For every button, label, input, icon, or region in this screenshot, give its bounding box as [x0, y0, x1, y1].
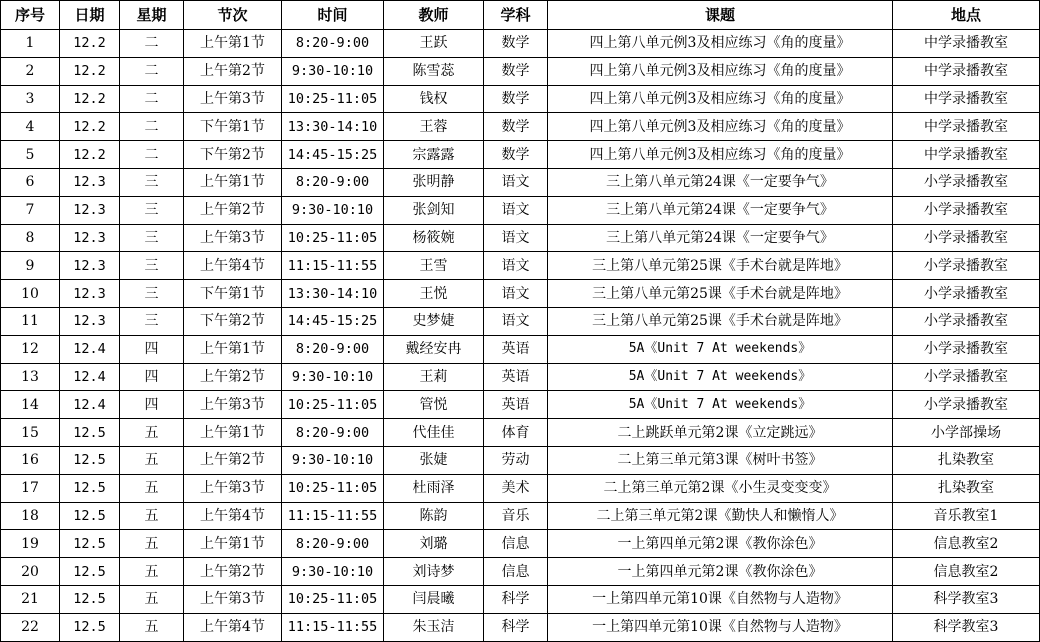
cell-period: 上午第3节	[184, 85, 282, 113]
cell-time: 8:20-9:00	[282, 335, 384, 363]
cell-date: 12.5	[60, 558, 120, 586]
table-row	[1, 419, 1040, 447]
cell-period: 上午第4节	[184, 252, 282, 280]
table-row	[1, 363, 1040, 391]
cell-location: 信息教室2	[893, 558, 1040, 586]
cell-topic: 一上第四单元第10课《自然物与人造物》	[548, 613, 893, 641]
cell-time: 13:30-14:10	[282, 113, 384, 141]
cell-topic: 二上第三单元第2课《小生灵变变变》	[548, 474, 893, 502]
cell-location: 小学录播教室	[893, 196, 1040, 224]
cell-weekday: 三	[120, 196, 184, 224]
cell-subject: 体育	[484, 419, 548, 447]
table-header	[1, 1, 1040, 30]
cell-teacher: 闫晨曦	[384, 585, 484, 613]
table-row	[1, 280, 1040, 308]
cell-index: 13	[1, 363, 60, 391]
cell-date: 12.2	[60, 141, 120, 169]
table-row	[1, 502, 1040, 530]
cell-index: 19	[1, 530, 60, 558]
cell-index: 15	[1, 419, 60, 447]
cell-location: 科学教室3	[893, 613, 1040, 641]
cell-period: 上午第4节	[184, 613, 282, 641]
cell-topic: 一上第四单元第2课《教你涂色》	[548, 558, 893, 586]
cell-weekday: 五	[120, 613, 184, 641]
cell-weekday: 五	[120, 502, 184, 530]
cell-teacher: 张婕	[384, 446, 484, 474]
header-topic: 课题	[548, 1, 893, 30]
cell-teacher: 戴经安冉	[384, 335, 484, 363]
cell-subject: 劳动	[484, 446, 548, 474]
cell-time: 8:20-9:00	[282, 530, 384, 558]
cell-teacher: 王蓉	[384, 113, 484, 141]
cell-teacher: 陈韵	[384, 502, 484, 530]
cell-index: 11	[1, 307, 60, 335]
cell-index: 17	[1, 474, 60, 502]
cell-topic: 四上第八单元例3及相应练习《角的度量》	[548, 85, 893, 113]
cell-teacher: 王跃	[384, 30, 484, 58]
cell-date: 12.4	[60, 335, 120, 363]
cell-subject: 语文	[484, 196, 548, 224]
cell-subject: 数学	[484, 57, 548, 85]
cell-index: 16	[1, 446, 60, 474]
cell-date: 12.2	[60, 57, 120, 85]
cell-period: 上午第3节	[184, 224, 282, 252]
cell-weekday: 二	[120, 113, 184, 141]
header-location: 地点	[893, 1, 1040, 30]
table-row	[1, 85, 1040, 113]
cell-topic: 四上第八单元例3及相应练习《角的度量》	[548, 141, 893, 169]
cell-date: 12.2	[60, 30, 120, 58]
cell-weekday: 二	[120, 30, 184, 58]
cell-period: 上午第1节	[184, 30, 282, 58]
cell-topic: 5A《Unit 7 At weekends》	[548, 391, 893, 419]
cell-period: 上午第2节	[184, 558, 282, 586]
cell-index: 3	[1, 85, 60, 113]
cell-date: 12.3	[60, 252, 120, 280]
cell-subject: 语文	[484, 168, 548, 196]
cell-index: 12	[1, 335, 60, 363]
cell-date: 12.2	[60, 113, 120, 141]
cell-topic: 四上第八单元例3及相应练习《角的度量》	[548, 57, 893, 85]
cell-period: 上午第3节	[184, 474, 282, 502]
cell-time: 10:25-11:05	[282, 474, 384, 502]
cell-index: 2	[1, 57, 60, 85]
cell-subject: 信息	[484, 558, 548, 586]
cell-topic: 5A《Unit 7 At weekends》	[548, 363, 893, 391]
cell-teacher: 王雪	[384, 252, 484, 280]
cell-location: 小学部操场	[893, 419, 1040, 447]
cell-subject: 语文	[484, 307, 548, 335]
cell-subject: 语文	[484, 252, 548, 280]
cell-subject: 科学	[484, 613, 548, 641]
cell-topic: 5A《Unit 7 At weekends》	[548, 335, 893, 363]
cell-subject: 英语	[484, 335, 548, 363]
cell-index: 4	[1, 113, 60, 141]
cell-index: 6	[1, 168, 60, 196]
cell-date: 12.2	[60, 85, 120, 113]
cell-weekday: 三	[120, 307, 184, 335]
cell-location: 扎染教室	[893, 474, 1040, 502]
cell-location: 小学录播教室	[893, 224, 1040, 252]
cell-index: 5	[1, 141, 60, 169]
cell-period: 上午第3节	[184, 585, 282, 613]
cell-weekday: 四	[120, 363, 184, 391]
cell-period: 下午第1节	[184, 113, 282, 141]
table-row	[1, 307, 1040, 335]
cell-location: 中学录播教室	[893, 85, 1040, 113]
cell-index: 9	[1, 252, 60, 280]
cell-date: 12.4	[60, 363, 120, 391]
cell-weekday: 三	[120, 224, 184, 252]
cell-location: 扎染教室	[893, 446, 1040, 474]
cell-date: 12.5	[60, 419, 120, 447]
cell-teacher: 管悦	[384, 391, 484, 419]
cell-location: 小学录播教室	[893, 391, 1040, 419]
cell-location: 中学录播教室	[893, 141, 1040, 169]
cell-weekday: 二	[120, 85, 184, 113]
cell-subject: 数学	[484, 141, 548, 169]
cell-period: 上午第3节	[184, 391, 282, 419]
cell-date: 12.5	[60, 502, 120, 530]
cell-time: 10:25-11:05	[282, 85, 384, 113]
cell-time: 14:45-15:25	[282, 307, 384, 335]
cell-weekday: 三	[120, 252, 184, 280]
table-row	[1, 585, 1040, 613]
cell-period: 上午第2节	[184, 363, 282, 391]
table-row	[1, 558, 1040, 586]
header-teacher: 教师	[384, 1, 484, 30]
cell-period: 上午第1节	[184, 335, 282, 363]
cell-date: 12.3	[60, 196, 120, 224]
cell-time: 10:25-11:05	[282, 391, 384, 419]
cell-subject: 数学	[484, 113, 548, 141]
cell-subject: 语文	[484, 280, 548, 308]
cell-time: 8:20-9:00	[282, 30, 384, 58]
cell-location: 科学教室3	[893, 585, 1040, 613]
table-row	[1, 224, 1040, 252]
cell-index: 22	[1, 613, 60, 641]
cell-location: 小学录播教室	[893, 307, 1040, 335]
cell-period: 上午第2节	[184, 446, 282, 474]
cell-subject: 科学	[484, 585, 548, 613]
table-row	[1, 474, 1040, 502]
cell-weekday: 四	[120, 335, 184, 363]
cell-weekday: 五	[120, 585, 184, 613]
cell-topic: 三上第八单元第25课《手术台就是阵地》	[548, 307, 893, 335]
cell-weekday: 三	[120, 168, 184, 196]
cell-teacher: 刘诗梦	[384, 558, 484, 586]
cell-location: 小学录播教室	[893, 168, 1040, 196]
cell-index: 8	[1, 224, 60, 252]
header-index: 序号	[1, 1, 60, 30]
cell-location: 小学录播教室	[893, 280, 1040, 308]
cell-subject: 数学	[484, 85, 548, 113]
table-row	[1, 530, 1040, 558]
cell-date: 12.5	[60, 530, 120, 558]
cell-topic: 三上第八单元第24课《一定要争气》	[548, 224, 893, 252]
cell-date: 12.5	[60, 446, 120, 474]
cell-teacher: 王莉	[384, 363, 484, 391]
table-row	[1, 252, 1040, 280]
table-row	[1, 613, 1040, 641]
table-row	[1, 57, 1040, 85]
cell-teacher: 钱权	[384, 85, 484, 113]
cell-period: 上午第1节	[184, 419, 282, 447]
cell-topic: 三上第八单元第25课《手术台就是阵地》	[548, 252, 893, 280]
cell-subject: 英语	[484, 391, 548, 419]
cell-period: 下午第2节	[184, 141, 282, 169]
cell-subject: 信息	[484, 530, 548, 558]
table-row	[1, 168, 1040, 196]
cell-location: 小学录播教室	[893, 252, 1040, 280]
cell-date: 12.3	[60, 168, 120, 196]
cell-location: 中学录播教室	[893, 113, 1040, 141]
cell-weekday: 三	[120, 280, 184, 308]
table-row	[1, 30, 1040, 58]
cell-index: 1	[1, 30, 60, 58]
cell-teacher: 史梦婕	[384, 307, 484, 335]
cell-date: 12.5	[60, 474, 120, 502]
cell-period: 上午第1节	[184, 530, 282, 558]
cell-time: 13:30-14:10	[282, 280, 384, 308]
cell-period: 上午第1节	[184, 168, 282, 196]
cell-teacher: 刘璐	[384, 530, 484, 558]
cell-teacher: 朱玉洁	[384, 613, 484, 641]
header-row	[1, 1, 1040, 30]
table-row	[1, 391, 1040, 419]
cell-period: 上午第4节	[184, 502, 282, 530]
cell-location: 小学录播教室	[893, 363, 1040, 391]
cell-time: 11:15-11:55	[282, 613, 384, 641]
cell-date: 12.5	[60, 585, 120, 613]
cell-weekday: 五	[120, 474, 184, 502]
cell-topic: 三上第八单元第24课《一定要争气》	[548, 168, 893, 196]
cell-location: 中学录播教室	[893, 30, 1040, 58]
cell-weekday: 四	[120, 391, 184, 419]
cell-topic: 四上第八单元例3及相应练习《角的度量》	[548, 30, 893, 58]
table-body	[1, 30, 1040, 642]
cell-period: 上午第2节	[184, 196, 282, 224]
cell-period: 下午第2节	[184, 307, 282, 335]
cell-topic: 一上第四单元第10课《自然物与人造物》	[548, 585, 893, 613]
table-row	[1, 113, 1040, 141]
cell-time: 10:25-11:05	[282, 224, 384, 252]
cell-subject: 音乐	[484, 502, 548, 530]
cell-topic: 二上第三单元第2课《勤快人和懒惰人》	[548, 502, 893, 530]
cell-weekday: 二	[120, 141, 184, 169]
cell-weekday: 二	[120, 57, 184, 85]
header-time: 时间	[282, 1, 384, 30]
cell-index: 14	[1, 391, 60, 419]
cell-time: 8:20-9:00	[282, 168, 384, 196]
cell-subject: 英语	[484, 363, 548, 391]
cell-index: 21	[1, 585, 60, 613]
cell-time: 11:15-11:55	[282, 252, 384, 280]
cell-date: 12.3	[60, 307, 120, 335]
cell-topic: 一上第四单元第2课《教你涂色》	[548, 530, 893, 558]
cell-time: 9:30-10:10	[282, 57, 384, 85]
cell-teacher: 张剑知	[384, 196, 484, 224]
cell-index: 7	[1, 196, 60, 224]
cell-weekday: 五	[120, 530, 184, 558]
cell-topic: 三上第八单元第24课《一定要争气》	[548, 196, 893, 224]
header-subject: 学科	[484, 1, 548, 30]
cell-teacher: 宗露露	[384, 141, 484, 169]
cell-period: 下午第1节	[184, 280, 282, 308]
cell-location: 信息教室2	[893, 530, 1040, 558]
cell-date: 12.3	[60, 224, 120, 252]
cell-teacher: 张明静	[384, 168, 484, 196]
cell-weekday: 五	[120, 558, 184, 586]
cell-location: 中学录播教室	[893, 57, 1040, 85]
cell-index: 20	[1, 558, 60, 586]
cell-time: 9:30-10:10	[282, 446, 384, 474]
table-row	[1, 446, 1040, 474]
cell-index: 18	[1, 502, 60, 530]
cell-subject: 数学	[484, 30, 548, 58]
cell-time: 14:45-15:25	[282, 141, 384, 169]
cell-teacher: 王悦	[384, 280, 484, 308]
table-row	[1, 196, 1040, 224]
cell-weekday: 五	[120, 446, 184, 474]
cell-weekday: 五	[120, 419, 184, 447]
cell-time: 10:25-11:05	[282, 585, 384, 613]
cell-time: 11:15-11:55	[282, 502, 384, 530]
cell-teacher: 杜雨泽	[384, 474, 484, 502]
table-row	[1, 335, 1040, 363]
cell-topic: 二上跳跃单元第2课《立定跳远》	[548, 419, 893, 447]
cell-index: 10	[1, 280, 60, 308]
cell-period: 上午第2节	[184, 57, 282, 85]
header-weekday: 星期	[120, 1, 184, 30]
cell-subject: 语文	[484, 224, 548, 252]
cell-location: 小学录播教室	[893, 335, 1040, 363]
cell-topic: 三上第八单元第25课《手术台就是阵地》	[548, 280, 893, 308]
cell-teacher: 陈雪蕊	[384, 57, 484, 85]
cell-time: 9:30-10:10	[282, 363, 384, 391]
cell-topic: 四上第八单元例3及相应练习《角的度量》	[548, 113, 893, 141]
cell-subject: 美术	[484, 474, 548, 502]
cell-date: 12.5	[60, 613, 120, 641]
cell-time: 9:30-10:10	[282, 196, 384, 224]
cell-teacher: 代佳佳	[384, 419, 484, 447]
cell-time: 9:30-10:10	[282, 558, 384, 586]
table-row	[1, 141, 1040, 169]
header-period: 节次	[184, 1, 282, 30]
cell-location: 音乐教室1	[893, 502, 1040, 530]
cell-date: 12.4	[60, 391, 120, 419]
cell-topic: 二上第三单元第3课《树叶书签》	[548, 446, 893, 474]
cell-date: 12.3	[60, 280, 120, 308]
cell-time: 8:20-9:00	[282, 419, 384, 447]
header-date: 日期	[60, 1, 120, 30]
cell-teacher: 杨筱婉	[384, 224, 484, 252]
